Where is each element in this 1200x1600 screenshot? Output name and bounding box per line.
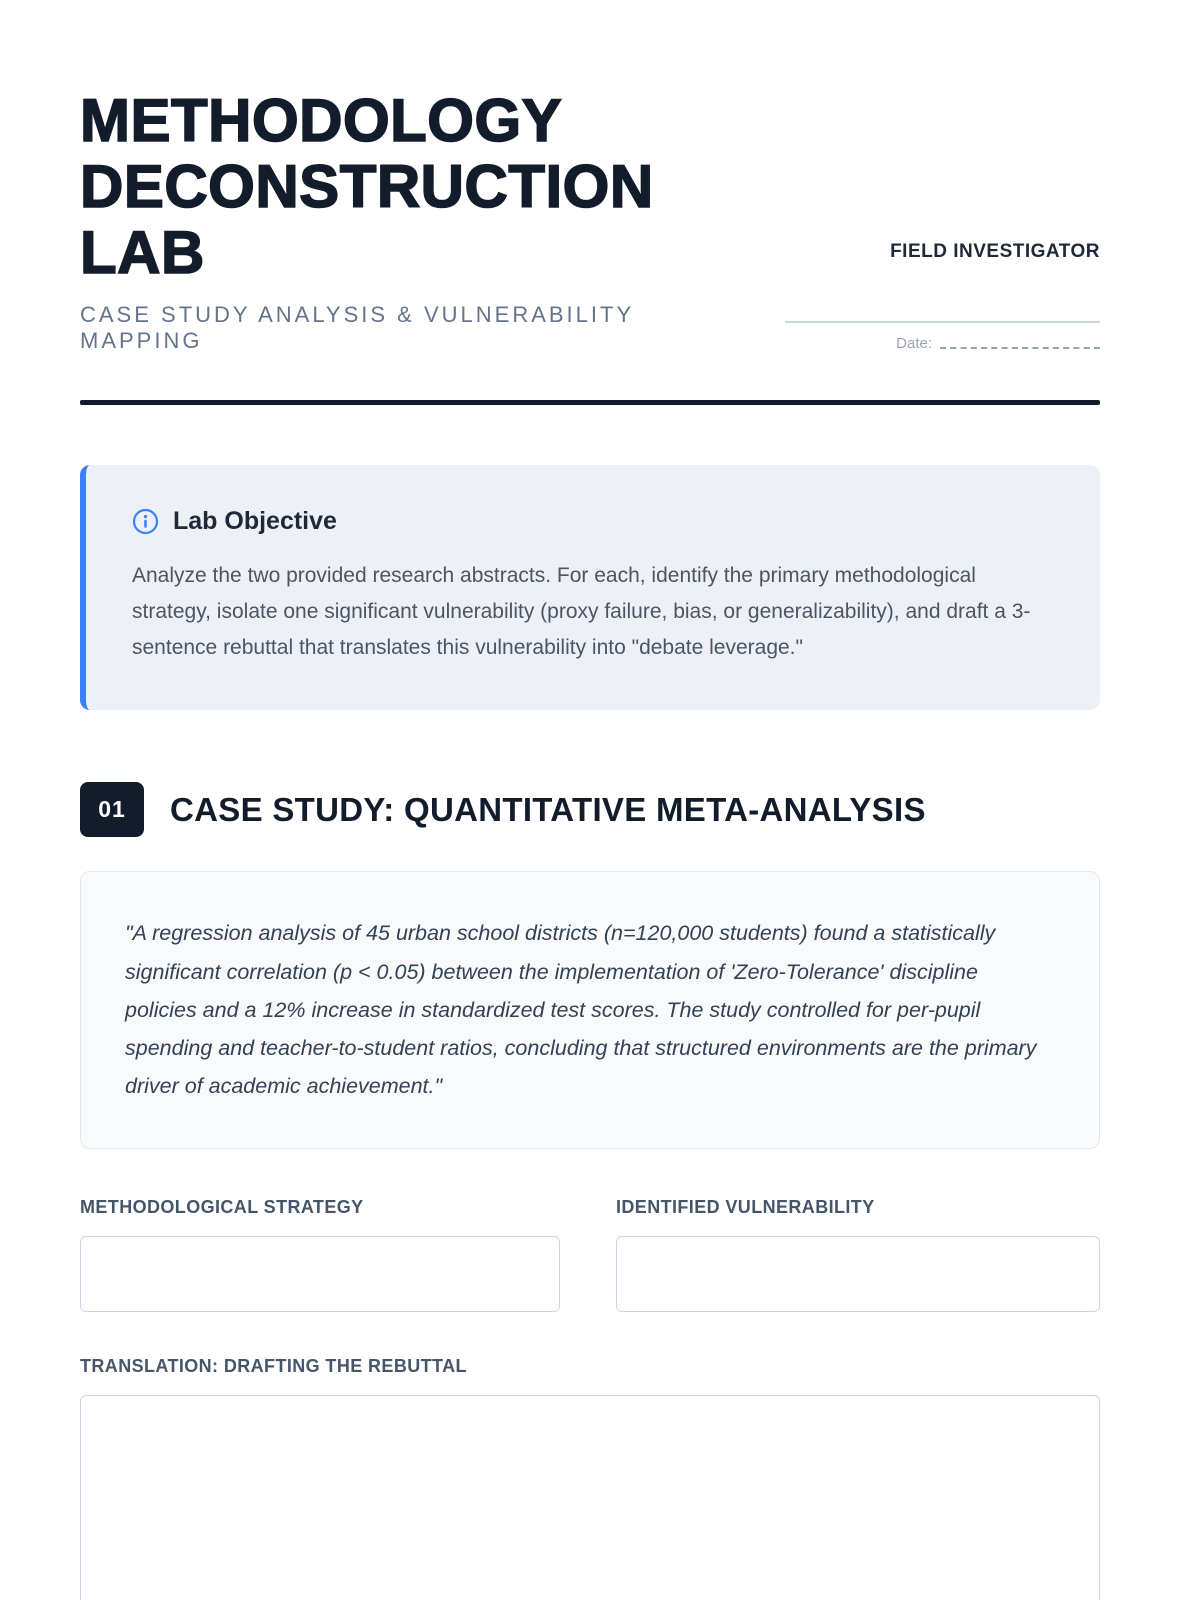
page-title-line-1: METHODOLOGY: [80, 87, 563, 154]
page-subtitle: CASE STUDY ANALYSIS & VULNERABILITY MAPPING: [80, 302, 634, 353]
page-title: [80, 88, 740, 286]
vulnerability-answer-box[interactable]: [616, 1236, 1100, 1312]
title-block: [80, 88, 740, 354]
rebuttal-answer-box[interactable]: [80, 1395, 1100, 1600]
date-fill-line[interactable]: [940, 347, 1100, 349]
header: [80, 88, 1100, 354]
date-label: Date:: [896, 335, 932, 352]
info-icon: [132, 508, 159, 535]
investigator-label: FIELD INVESTIGATOR: [890, 241, 1100, 262]
case-study-heading: [80, 782, 1100, 837]
strategy-answer-box[interactable]: [80, 1236, 560, 1312]
header-divider: [80, 400, 1100, 405]
abstract-quote-box: [80, 871, 1100, 1148]
section-number-badge: 01: [80, 782, 144, 837]
rebuttal-label: TRANSLATION: DRAFTING THE REBUTTAL: [80, 1355, 467, 1376]
strategy-label: METHODOLOGICAL STRATEGY: [80, 1196, 364, 1217]
date-row: [785, 335, 1100, 352]
objective-body: Analyze the two provided research abstracts. For each, identify the primary methodological strategy, isolate one significant vulnerability (proxy failure, bias, or generalizability), and draft a 3-sentence rebuttal that translates this vulnerability into "debate leverage.": [132, 564, 1031, 660]
objective-title: Lab Objective: [173, 507, 337, 535]
objective-title-row: [132, 507, 1054, 536]
investigator-block: [785, 241, 1100, 354]
investigator-name-line[interactable]: [785, 321, 1100, 323]
strategy-field: [80, 1197, 560, 1312]
vulnerability-field: [616, 1197, 1100, 1312]
section-title: CASE STUDY: QUANTITATIVE META-ANALYSIS: [170, 790, 926, 828]
abstract-text: "A regression analysis of 45 urban school districts (n=120,000 students) found a statistically significant correlation (p < 0.05) between the implementation of 'Zero-Tolerance' discipline policies and a 12% increase in standardized test scores. The study controlled for per-pupil spending and teacher-to-student ratios, concluding that structured environments are the primary driver of academic achievement.": [125, 921, 1037, 1099]
answer-fields: [80, 1197, 1100, 1312]
page-title-line-2: DECONSTRUCTION: [80, 153, 654, 220]
vulnerability-label: IDENTIFIED VULNERABILITY: [616, 1196, 875, 1217]
lab-objective-callout: [80, 465, 1100, 710]
page-title-line-3: LAB: [80, 219, 205, 286]
